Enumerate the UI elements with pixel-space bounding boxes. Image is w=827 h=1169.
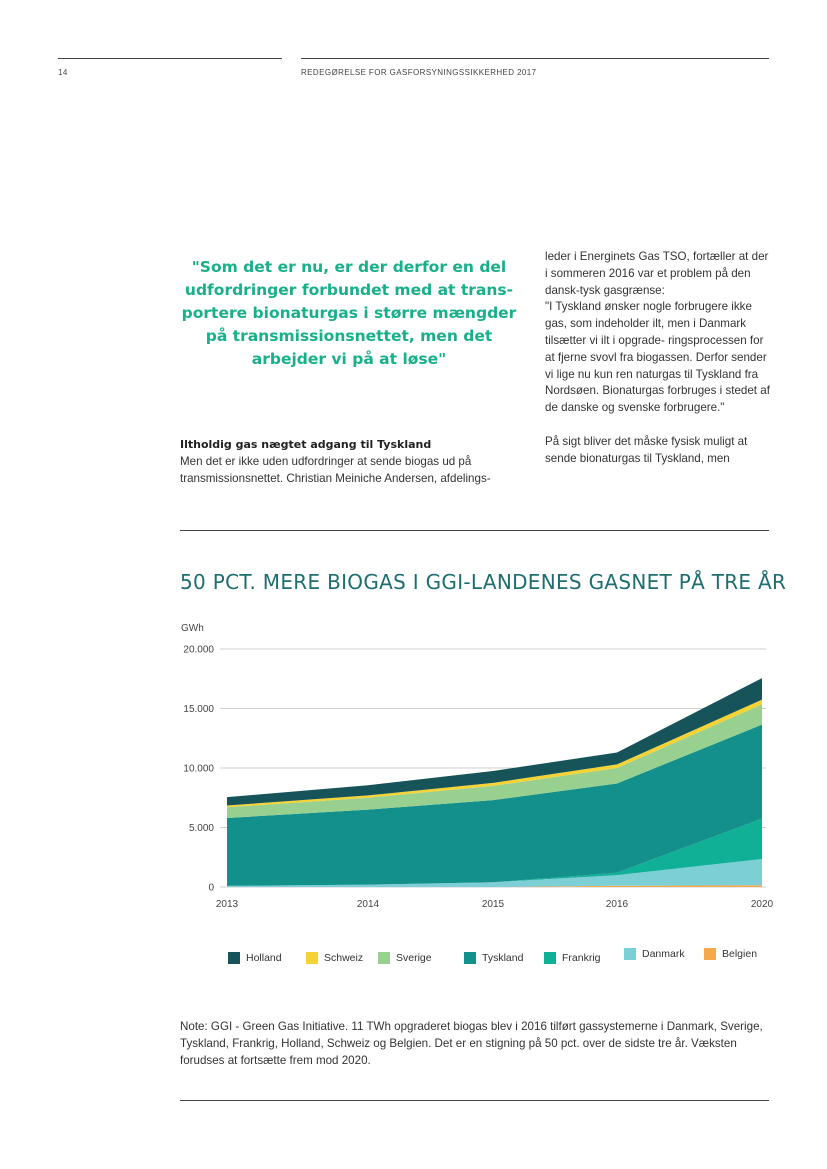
left-paragraph: Men det er ikke uden udfordringer at sende biogas ud på transmissionsnettet. Christian Meiniche Andersen, afdelings- — [180, 454, 491, 485]
y-axis-label: GWh — [181, 623, 204, 634]
legend-item-schweiz — [306, 952, 363, 964]
y-tick-label: 10.000 — [183, 763, 214, 775]
pull-quote: "Som det er nu, er der derfor en del udfordringer forbundet med at trans- portere bionaturgas i større mængder på transmissionsnettet, men det arbejder vi på at løse" — [181, 258, 517, 368]
x-tick-label: 2013 — [215, 899, 239, 910]
legend-swatch — [464, 952, 476, 964]
subheading: Iltholdig gas nægtet adgang til Tyskland — [180, 438, 432, 451]
y-tick-label: 20.000 — [183, 644, 214, 656]
legend-swatch — [624, 948, 636, 960]
running-title: REDEGØRELSE FOR GASFORSYNINGSSIKKERHED 2017 — [301, 68, 537, 77]
legend-label: Holland — [246, 952, 282, 964]
page-number: 14 — [58, 68, 68, 77]
legend-item-danmark — [624, 948, 685, 960]
x-tick-label: 2015 — [481, 899, 505, 910]
y-tick-label: 5.000 — [188, 823, 214, 834]
legend-swatch — [704, 948, 716, 960]
legend-label: Frankrig — [562, 952, 601, 964]
chart-legend — [228, 950, 788, 970]
chart-note: Note: GGI - Green Gas Initiative. 11 TWh opgraderet biogas blev i 2016 tilført gassystemerne i Danmark, Sverige, Tyskland, Frankrig, Holland, Schweiz og Belgien. Det er en stigning på 50 pct. over de sidste tre år. Væksten forudses at fortsætte frem mod 2020. — [180, 1020, 763, 1067]
section-rule-top — [180, 530, 769, 531]
legend-swatch — [306, 952, 318, 964]
legend-item-belgien — [704, 948, 757, 960]
legend-item-holland — [228, 952, 282, 964]
right-paragraph-1: leder i Energinets Gas TSO, fortæller at der i sommeren 2016 var et problem på den dansk-tysk gasgrænse: — [545, 250, 769, 297]
legend-item-tyskland — [464, 952, 523, 964]
y-tick-label: 15.000 — [183, 704, 214, 715]
right-paragraph-2: "I Tyskland ønsker nogle forbrugere ikke gas, som indeholder ilt, men i Danmark tilsætter vi ilt i opgrade- ringsprocessen for at fjerne svovl fra biogassen. Derfor sender vi lige nu kun ren naturgas til Tyskland fra Nordsøen. Bionaturgas forbruges i stedet af de danske og svenske forbrugere." — [545, 300, 770, 415]
legend-label: Schweiz — [324, 952, 364, 964]
legend-swatch — [378, 952, 390, 964]
section-rule-bottom — [180, 1100, 769, 1101]
stacked-area-chart — [170, 615, 780, 915]
legend-label: Danmark — [642, 948, 685, 960]
legend-label: Sverige — [396, 952, 432, 964]
right-paragraph-3: På sigt bliver det måske fysisk muligt at sende bionaturgas til Tyskland, men — [545, 434, 748, 465]
x-tick-label: 2016 — [605, 899, 629, 910]
right-column — [545, 249, 771, 468]
chart-title: 50 PCT. MERE BIOGAS I GGI-LANDENES GASNET PÅ TRE ÅR — [180, 570, 787, 594]
legend-swatch — [228, 952, 240, 964]
x-tick-label: 2014 — [356, 899, 380, 910]
legend-swatch — [544, 952, 556, 964]
y-tick-label: 0 — [208, 882, 214, 894]
legend-label: Belgien — [722, 948, 758, 960]
legend-label: Tyskland — [482, 952, 524, 964]
x-tick-label: 2020 — [750, 899, 774, 910]
header-rule-right — [301, 58, 769, 59]
legend-item-sverige — [378, 952, 432, 964]
legend-item-frankrig — [544, 952, 601, 964]
header-rule-left — [58, 58, 282, 59]
left-column — [180, 437, 522, 487]
